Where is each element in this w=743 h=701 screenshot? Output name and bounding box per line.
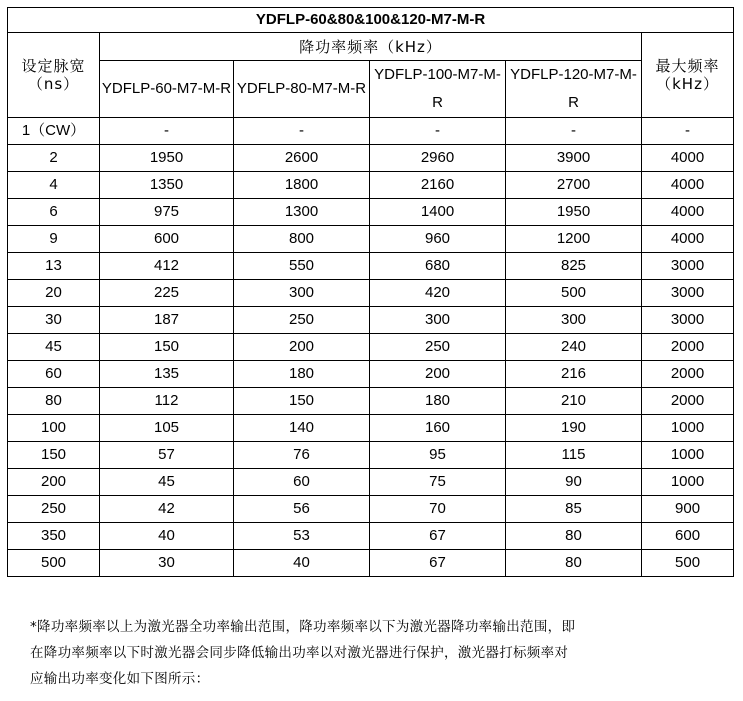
- pulse-width-cell: 500: [8, 550, 100, 577]
- frequency-cell: 40: [234, 550, 370, 577]
- footnote-line: 在降功率频率以下时激光器会同步降低输出功率以对激光器进行保护，激光器打标频率对: [30, 645, 569, 661]
- frequency-cell: 825: [506, 253, 642, 280]
- frequency-cell: 2160: [370, 172, 506, 199]
- frequency-cell: 30: [100, 550, 234, 577]
- pulse-width-cell: 350: [8, 523, 100, 550]
- frequency-cell: 250: [370, 334, 506, 361]
- frequency-cell: 3900: [506, 145, 642, 172]
- table-row: [8, 307, 734, 334]
- frequency-cell: 2700: [506, 172, 642, 199]
- frequency-cell: 150: [234, 388, 370, 415]
- max-frequency-cell: 4000: [642, 172, 734, 199]
- max-frequency-cell: 2000: [642, 388, 734, 415]
- max-frequency-cell: 4000: [642, 145, 734, 172]
- frequency-cell: 67: [370, 550, 506, 577]
- max-frequency-cell: 4000: [642, 199, 734, 226]
- table-row: [8, 415, 734, 442]
- pulse-width-cell: 13: [8, 253, 100, 280]
- frequency-cell: 1950: [100, 145, 234, 172]
- frequency-cell: 187: [100, 307, 234, 334]
- frequency-cell: 300: [506, 307, 642, 334]
- model-header-80: YDFLP-80-M7-M-R: [234, 61, 370, 118]
- pulse-width-frequency-table: [7, 7, 734, 577]
- frequency-cell: 300: [234, 280, 370, 307]
- table-row: [8, 172, 734, 199]
- frequency-cell: 42: [100, 496, 234, 523]
- max-frequency-cell: 3000: [642, 307, 734, 334]
- frequency-cell: -: [100, 118, 234, 145]
- pulse-width-header: 设定脉宽 （ns）: [8, 33, 100, 118]
- reduced-power-frequency-header: 降功率频率（kHz）: [100, 33, 642, 61]
- table-row: [8, 199, 734, 226]
- table-body: [8, 118, 734, 577]
- frequency-cell: 800: [234, 226, 370, 253]
- max-frequency-cell: 1000: [642, 415, 734, 442]
- max-frequency-cell: 3000: [642, 280, 734, 307]
- pulse-width-cell: 30: [8, 307, 100, 334]
- frequency-cell: 2960: [370, 145, 506, 172]
- max-frequency-cell: -: [642, 118, 734, 145]
- pulse-width-cell: 80: [8, 388, 100, 415]
- frequency-cell: 150: [100, 334, 234, 361]
- table-row: [8, 442, 734, 469]
- max-frequency-cell: 4000: [642, 226, 734, 253]
- frequency-cell: 1950: [506, 199, 642, 226]
- max-frequency-cell: 3000: [642, 253, 734, 280]
- table-row: [8, 334, 734, 361]
- frequency-cell: 240: [506, 334, 642, 361]
- frequency-cell: 1300: [234, 199, 370, 226]
- frequency-cell: 975: [100, 199, 234, 226]
- max-frequency-header: 最大频率 （kHz）: [642, 33, 734, 118]
- frequency-cell: 160: [370, 415, 506, 442]
- max-frequency-cell: 2000: [642, 334, 734, 361]
- frequency-cell: 300: [370, 307, 506, 334]
- max-frequency-cell: 500: [642, 550, 734, 577]
- frequency-cell: 90: [506, 469, 642, 496]
- frequency-cell: 600: [100, 226, 234, 253]
- frequency-cell: 1200: [506, 226, 642, 253]
- pulse-width-cell: 2: [8, 145, 100, 172]
- max-frequency-cell: 1000: [642, 469, 734, 496]
- frequency-cell: 1800: [234, 172, 370, 199]
- frequency-cell: 680: [370, 253, 506, 280]
- frequency-cell: 420: [370, 280, 506, 307]
- frequency-cell: 80: [506, 550, 642, 577]
- table-row: [8, 361, 734, 388]
- pulse-width-cell: 45: [8, 334, 100, 361]
- frequency-cell: 2600: [234, 145, 370, 172]
- model-header-60: YDFLP-60-M7-M-R: [100, 61, 234, 118]
- frequency-cell: 76: [234, 442, 370, 469]
- max-frequency-cell: 2000: [642, 361, 734, 388]
- frequency-cell: 210: [506, 388, 642, 415]
- frequency-cell: 1400: [370, 199, 506, 226]
- pulse-width-cell: 6: [8, 199, 100, 226]
- frequency-cell: -: [506, 118, 642, 145]
- max-frequency-cell: 1000: [642, 442, 734, 469]
- pulse-width-cell: 20: [8, 280, 100, 307]
- footnote: [30, 614, 720, 692]
- frequency-cell: 500: [506, 280, 642, 307]
- frequency-cell: 45: [100, 469, 234, 496]
- frequency-cell: 216: [506, 361, 642, 388]
- pulse-width-cell: 9: [8, 226, 100, 253]
- pulse-width-cell: 200: [8, 469, 100, 496]
- table-row: [8, 550, 734, 577]
- frequency-cell: 250: [234, 307, 370, 334]
- frequency-cell: 960: [370, 226, 506, 253]
- table-row: [8, 253, 734, 280]
- pulse-width-cell: 250: [8, 496, 100, 523]
- frequency-cell: 115: [506, 442, 642, 469]
- frequency-cell: 60: [234, 469, 370, 496]
- model-header-120: YDFLP-120-M7-M-R: [506, 61, 642, 118]
- frequency-cell: 85: [506, 496, 642, 523]
- max-frequency-cell: 600: [642, 523, 734, 550]
- table-row: [8, 226, 734, 253]
- frequency-cell: 412: [100, 253, 234, 280]
- table-row: [8, 118, 734, 145]
- frequency-cell: -: [370, 118, 506, 145]
- table-row: [8, 388, 734, 415]
- pulse-width-cell: 150: [8, 442, 100, 469]
- frequency-cell: 95: [370, 442, 506, 469]
- pulse-width-cell: 60: [8, 361, 100, 388]
- table-row: [8, 280, 734, 307]
- frequency-cell: 75: [370, 469, 506, 496]
- frequency-cell: 550: [234, 253, 370, 280]
- frequency-cell: 1350: [100, 172, 234, 199]
- table-row: [8, 145, 734, 172]
- frequency-cell: 80: [506, 523, 642, 550]
- table-title: YDFLP-60&80&100&120-M7-M-R: [8, 8, 734, 33]
- model-header-100: YDFLP-100-M7-M-R: [370, 61, 506, 118]
- frequency-cell: 40: [100, 523, 234, 550]
- max-frequency-cell: 900: [642, 496, 734, 523]
- frequency-cell: 53: [234, 523, 370, 550]
- frequency-cell: 225: [100, 280, 234, 307]
- table-row: [8, 523, 734, 550]
- frequency-cell: 140: [234, 415, 370, 442]
- table-row: [8, 469, 734, 496]
- frequency-cell: 200: [234, 334, 370, 361]
- table-row: [8, 496, 734, 523]
- frequency-cell: 56: [234, 496, 370, 523]
- frequency-cell: 67: [370, 523, 506, 550]
- frequency-cell: 105: [100, 415, 234, 442]
- frequency-cell: 70: [370, 496, 506, 523]
- footnote-line: 应输出功率变化如下图所示：: [30, 671, 210, 687]
- frequency-cell: 190: [506, 415, 642, 442]
- frequency-cell: 57: [100, 442, 234, 469]
- pulse-width-cell: 100: [8, 415, 100, 442]
- frequency-cell: 112: [100, 388, 234, 415]
- frequency-cell: 180: [370, 388, 506, 415]
- frequency-cell: 200: [370, 361, 506, 388]
- pulse-width-cell: 4: [8, 172, 100, 199]
- frequency-cell: 135: [100, 361, 234, 388]
- footnote-line: *降功率频率以上为激光器全功率输出范围，降功率频率以下为激光器降功率输出范围，即: [30, 619, 576, 635]
- pulse-width-cell: 1（CW）: [8, 118, 100, 145]
- frequency-cell: -: [234, 118, 370, 145]
- frequency-cell: 180: [234, 361, 370, 388]
